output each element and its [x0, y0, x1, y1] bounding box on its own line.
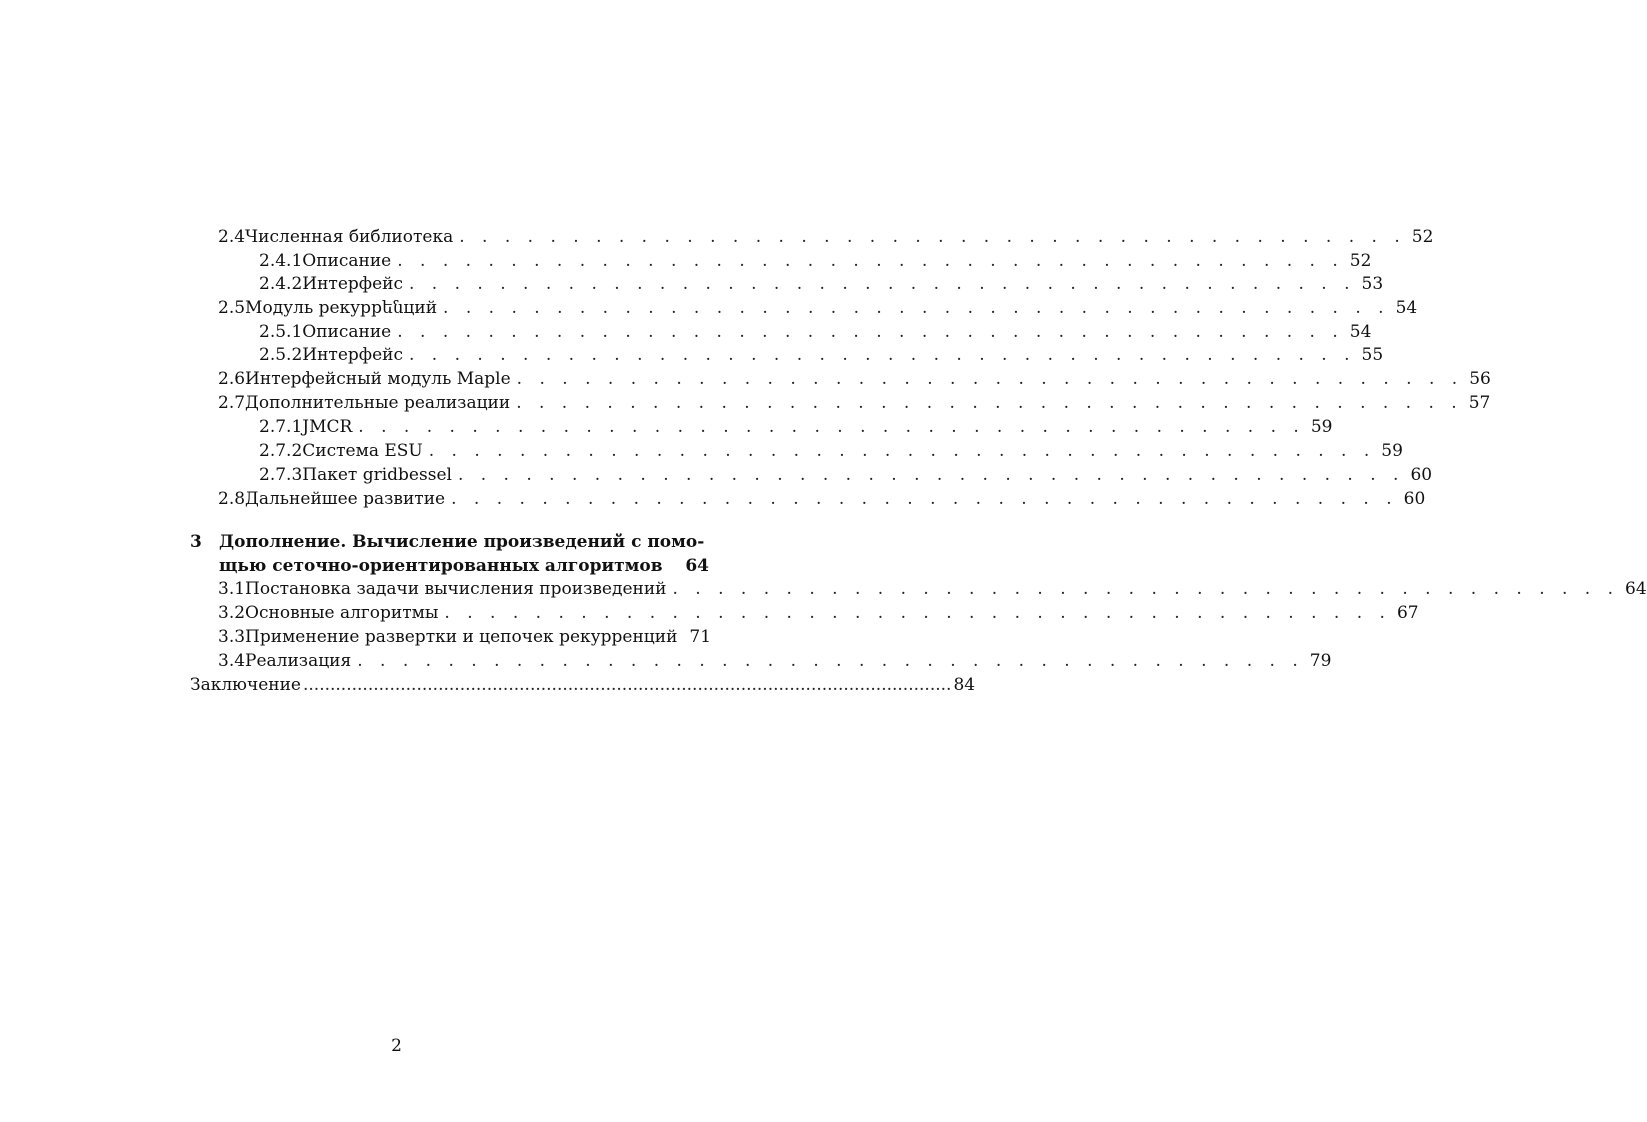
toc-entry-title: Описание — [302, 322, 392, 342]
toc-entry-title: Интерфейсный модуль Maple — [245, 369, 511, 389]
toc-entry[interactable] — [259, 440, 1403, 462]
toc-entry-page: 54 — [1395, 298, 1418, 318]
toc-entry-page: 53 — [1361, 274, 1384, 294]
dot-leader: . . . . . . . . . . . . . . . . . . . . . . . . . . . . . . . . . . . . . . . . . . — [409, 345, 1356, 365]
toc-entry[interactable] — [259, 250, 1372, 272]
toc-entry-title: Пакет gridbessel — [302, 465, 452, 485]
toc-entry-page: 59 — [1310, 417, 1333, 437]
toc-entry-page: 67 — [1396, 603, 1419, 623]
toc-entry[interactable] — [218, 650, 1332, 672]
toc-entry-page: 54 — [1349, 322, 1372, 342]
toc-entry-title: Применение развертки и цепочек рекурренций — [245, 627, 678, 647]
toc-entry-title: Заключение — [190, 675, 301, 695]
toc-entry-page: 71 — [689, 627, 712, 647]
toc-entry-number: 3.3 — [218, 627, 246, 647]
dot-leader: . . . . . . . . . . . . . . . . . . . . . . . . . . . . . . . . . . . . . . . . . . — [672, 579, 1620, 599]
chapter-number: 3 — [190, 532, 202, 552]
toc-entry[interactable] — [259, 344, 1384, 366]
dot-leader: . . . . . . . . . . . . . . . . . . . . . . . . . . . . . . . . . . . . . . . . . . — [358, 417, 1305, 437]
dot-leader: . . . . . . . . . . . . . . . . . . . . . . . . . . . . . . . . . . . . . . . . . . — [397, 251, 1344, 271]
toc-entry-number: 2.5 — [218, 298, 246, 318]
toc-entry-title: Основные алгоритмы — [245, 603, 439, 623]
toc-entry-title: Система ESU — [302, 441, 423, 461]
dot-leader: . . . . . . . . . . . . . . . . . . . . . . . . . . . . . . . . . . . . . . . . . . — [409, 274, 1356, 294]
dot-leader: . . . . . . . . . . . . . . . . . . . . . . . . . . . . . . . . . . . . . . . . . . — [428, 441, 1376, 461]
toc-entry-page: 64 — [1625, 579, 1647, 599]
toc-entry-page: 79 — [1309, 651, 1332, 671]
toc-entry-number: 2.8 — [218, 489, 246, 509]
toc-entry-number: 3.4 — [218, 651, 246, 671]
toc-entry-number: 2.5.2 — [259, 345, 303, 365]
dot-leader: . . . . . . . . . . . . . . . . . . . . . . . . . . . . . . . . . . . . . . . . . . — [516, 393, 1463, 413]
toc-entry[interactable] — [218, 626, 712, 648]
toc-entry[interactable] — [218, 578, 1647, 600]
toc-entry[interactable] — [218, 392, 1491, 414]
toc-entry-number: 2.4.2 — [259, 274, 303, 294]
toc-entry-number: 2.4 — [218, 227, 246, 247]
toc-entry[interactable] — [259, 416, 1333, 438]
dot-leader: ........................................................................................................................ — [302, 675, 952, 695]
toc-entry[interactable] — [218, 488, 1426, 510]
chapter-page: 64 — [685, 556, 709, 576]
toc-entry[interactable] — [218, 226, 1434, 248]
dot-leader: . . . . . . . . . . . . . . . . . . . . . . . . . . . . . . . . . . . . . . . . . . — [459, 227, 1406, 247]
toc-entry-number: 2.5.1 — [259, 322, 303, 342]
dot-leader: . . . . . . . . . . . . . . . . . . . . . . . . . . . . . . . . . . . . . . . . . . — [457, 465, 1405, 485]
toc-entry-number: 3.2 — [218, 603, 246, 623]
toc-entry-title: Численная библиотека — [245, 227, 454, 247]
toc-entry[interactable] — [259, 273, 1384, 295]
toc-entry[interactable] — [218, 297, 1418, 319]
dot-leader: . . . . . . . . . . . . . . . . . . . . . . . . . . . . . . . . . . . . . . . . . . — [516, 369, 1464, 389]
toc-entry-number: 2.7.1 — [259, 417, 303, 437]
toc-entry-title: Реализация — [245, 651, 352, 671]
toc-entry-title: Дальнейшее развитие — [245, 489, 446, 509]
toc-entry-title: Интерфейс — [302, 274, 403, 294]
toc-entry-page: 52 — [1349, 251, 1372, 271]
toc-entry-title: Описание — [302, 251, 392, 271]
toc-entry-page: 56 — [1469, 369, 1491, 389]
chapter-title-line2: щью сеточно-ориентированных алгоритмов — [219, 556, 663, 576]
toc-entry-page: 55 — [1361, 345, 1384, 365]
dot-leader: . . . . . . . . . . . . . . . . . . . . . . . . . . . . . . . . . . . . . . . . . . — [451, 489, 1398, 509]
toc-conclusion[interactable] — [190, 674, 976, 696]
toc-entry-number: 2.7 — [218, 393, 246, 413]
toc-entry-title: Дополнительные реализации — [245, 393, 511, 413]
toc-entry-title: Постановка задачи вычисления произведений — [245, 579, 667, 599]
toc-entry-page: 60 — [1410, 465, 1433, 485]
toc-entry-page: 57 — [1468, 393, 1491, 413]
toc-entry[interactable] — [259, 321, 1372, 343]
toc-entry-page: 60 — [1403, 489, 1426, 509]
toc-entry[interactable] — [218, 602, 1419, 624]
toc-entry[interactable] — [259, 464, 1433, 486]
page-number: 2 — [391, 1036, 402, 1056]
toc-entry-number: 2.6 — [218, 369, 246, 389]
toc-entry[interactable] — [218, 368, 1491, 390]
toc-entry-page: 59 — [1381, 441, 1403, 461]
dot-leader: . . . . . . . . . . . . . . . . . . . . . . . . . . . . . . . . . . . . . . . . . . — [397, 322, 1344, 342]
toc-entry-page: 52 — [1411, 227, 1434, 247]
toc-entry-number: 2.7.3 — [259, 465, 303, 485]
toc-entry-number: 2.7.2 — [259, 441, 303, 461]
toc-entry-title: JMCR — [302, 417, 353, 437]
toc-entry-page: 84 — [953, 675, 976, 695]
toc-chapter-heading[interactable] — [190, 530, 709, 578]
dot-leader: . . . . . . . . . . . . . . . . . . . . . . . . . . . . . . . . . . . . . . . . . . — [444, 603, 1391, 623]
toc-entry-title: Модуль рекуррենций — [245, 298, 438, 318]
toc-entry-title: Интерфейс — [302, 345, 403, 365]
dot-leader: . . . . . . . . . . . . . . . . . . . . . . . . . . . . . . . . . . . . . . . . . . — [357, 651, 1304, 671]
toc-entry-number: 3.1 — [218, 579, 246, 599]
dot-leader: . . . . . . . . . . . . . . . . . . . . . . . . . . . . . . . . . . . . . . . . . . — [443, 298, 1390, 318]
toc-entry-number: 2.4.1 — [259, 251, 303, 271]
chapter-title-line1: Дополнение. Вычисление произведений с помо- — [219, 532, 705, 552]
